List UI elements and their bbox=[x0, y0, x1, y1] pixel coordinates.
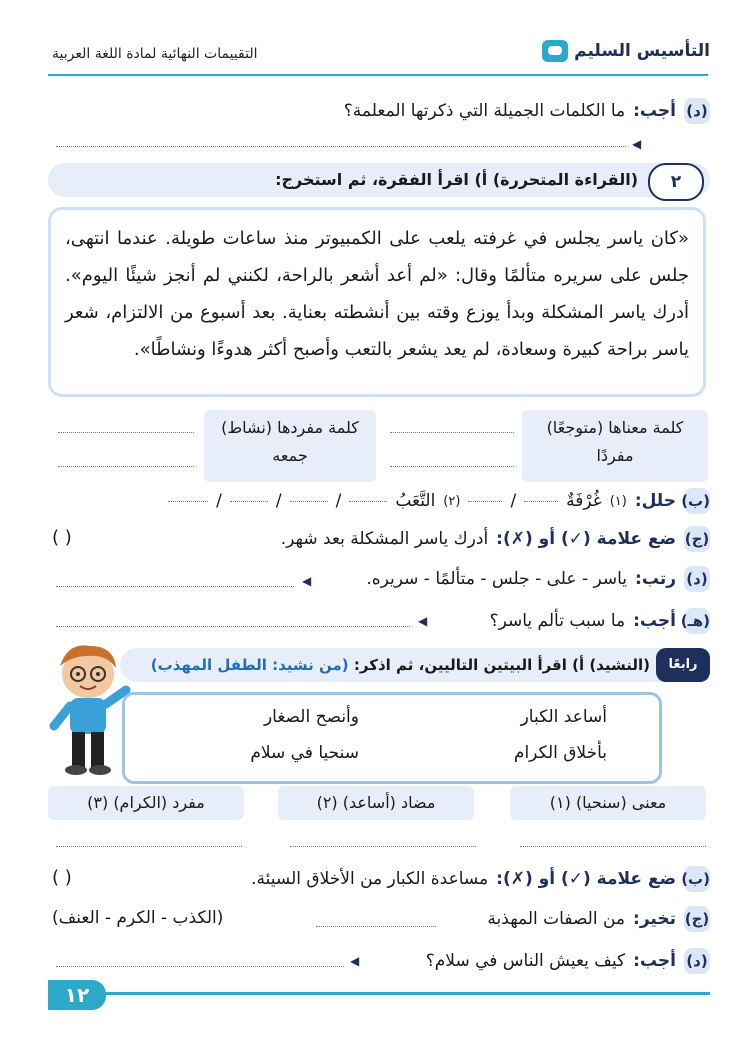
answer-paren[interactable]: ( ) bbox=[52, 867, 72, 888]
reading-passage: «كان ياسر يجلس في غرفته يلعب على الكمبيوتر منذ ساعات طويلة. عندما انتهى، جلس على سريره متألمًا وقال: «لم أعد أشعر بالراحة، لكنني لم أنجز شيئًا اليوم». أدرك ياسر المشكلة وبدأ يوزع وقته بين أنشطته بعناية. بعد أسبوع من الالتزام، شعر ياسر براحة كبيرة وسعادة، لم يعد يشعر بالتعب وأصبح أكثر هدوءًا ونشاطًا». bbox=[48, 207, 706, 397]
brand-name: التأسيس السليم bbox=[574, 41, 710, 61]
poem-box bbox=[122, 692, 662, 784]
question-4d-answer bbox=[426, 946, 710, 976]
question-text: ما الكلمات الجميلة التي ذكرتها المعلمة؟ bbox=[343, 101, 626, 121]
question-text: من الصفات المهذبة bbox=[487, 909, 626, 929]
arrow-left-icon: ◀ bbox=[632, 137, 642, 151]
question-label: أجب: bbox=[633, 951, 676, 971]
footer-divider bbox=[48, 992, 710, 995]
question-letter: (ب) bbox=[684, 866, 710, 892]
answer-line[interactable] bbox=[56, 846, 242, 847]
answer-paren[interactable]: ( ) bbox=[52, 527, 72, 548]
question-letter: (ج) bbox=[684, 526, 710, 552]
vocab-box-label: كلمة معناها (متوجعًا) bbox=[546, 418, 684, 437]
question-c-truefalse bbox=[281, 524, 710, 554]
section-title bbox=[151, 656, 650, 674]
boy-character-illustration bbox=[42, 640, 134, 780]
question-label: رتب: bbox=[635, 569, 676, 589]
item-word: التَّعَبُ bbox=[395, 491, 436, 511]
header-subtitle: التقييمات النهائية لمادة اللغة العربية bbox=[52, 46, 258, 62]
poem-line-2a: بأخلاق الكرام bbox=[513, 743, 607, 763]
vocab-box-singular bbox=[204, 410, 376, 482]
question-letter: (د) bbox=[684, 948, 710, 974]
question-text: مساعدة الكبار من الأخلاق السيئة. bbox=[251, 869, 489, 889]
arrow-left-icon: ◀ bbox=[350, 954, 360, 968]
item-word: غُرْفَةٌ bbox=[566, 491, 602, 511]
slash: / bbox=[275, 491, 282, 511]
answer-line[interactable] bbox=[524, 501, 558, 502]
answer-line[interactable] bbox=[58, 432, 194, 433]
subquestion-meaning: (١) معنى (سنحيا) bbox=[510, 786, 706, 820]
subquestion-singular: (٣) مفرد (الكرام) bbox=[48, 786, 244, 820]
answer-line[interactable] bbox=[168, 501, 208, 502]
poem-line-1b: وأنصح الصغار bbox=[263, 707, 359, 727]
question-label: أجب: bbox=[633, 101, 676, 121]
header-divider bbox=[48, 74, 708, 76]
answer-line[interactable] bbox=[316, 926, 436, 927]
slash: / bbox=[510, 491, 517, 511]
answer-line[interactable] bbox=[56, 586, 294, 587]
answer-line[interactable] bbox=[56, 146, 626, 147]
page-number: ١٢ bbox=[48, 980, 106, 1010]
question-label: حلل: bbox=[634, 491, 676, 511]
question-letter: (هـ) bbox=[684, 608, 710, 634]
answer-line[interactable] bbox=[56, 966, 344, 967]
question-text: أدرك ياسر المشكلة بعد شهر. bbox=[280, 529, 489, 549]
vocab-box-meaning bbox=[522, 410, 708, 482]
question-label: ضع علامة (✓) أو (✗): bbox=[496, 529, 676, 549]
subquestion-antonym: (٢) مضاد (أساعد) bbox=[278, 786, 474, 820]
question-text: ياسر - على - جلس - متألمًا - سريره. bbox=[366, 569, 628, 589]
section-badge: رابعًا bbox=[656, 648, 710, 682]
section-title: (القراءة المتحررة) أ) اقرأ الفقرة، ثم استخرج: bbox=[275, 170, 638, 189]
answer-line[interactable] bbox=[390, 466, 514, 467]
question-letter: (د) bbox=[684, 98, 710, 124]
question-label: تخير: bbox=[633, 909, 676, 929]
brand-logo bbox=[542, 40, 710, 62]
arrow-left-icon: ◀ bbox=[302, 574, 312, 588]
question-b-analyze bbox=[168, 486, 710, 516]
choices: (الكذب - الكرم - العنف) bbox=[52, 908, 224, 928]
item-number: (٢) bbox=[443, 493, 461, 509]
question-d-order bbox=[366, 564, 710, 594]
section-number: ٢ bbox=[648, 163, 704, 201]
question-4c-choose bbox=[487, 904, 710, 934]
section-title-text: (النشيد) أ) اقرأ البيتين التاليين، ثم اذكر: bbox=[353, 656, 650, 674]
question-label: أجب: bbox=[633, 611, 676, 631]
question-label: ضع علامة (✓) أو (✗): bbox=[496, 869, 676, 889]
item-number: (١) bbox=[609, 493, 627, 509]
answer-line[interactable] bbox=[520, 846, 706, 847]
answer-line[interactable] bbox=[390, 432, 514, 433]
slash: / bbox=[335, 491, 342, 511]
section-title-source: (من نشيد: الطفل المهذب) bbox=[150, 656, 349, 674]
answer-line[interactable] bbox=[290, 846, 476, 847]
answer-line[interactable] bbox=[230, 501, 268, 502]
question-d-top bbox=[344, 96, 710, 126]
question-4b-truefalse bbox=[251, 864, 710, 894]
answer-line[interactable] bbox=[468, 501, 502, 502]
answer-line[interactable] bbox=[290, 501, 328, 502]
brand-icon bbox=[542, 40, 568, 62]
question-text: ما سبب تألم ياسر؟ bbox=[489, 611, 626, 631]
question-text: كيف يعيش الناس في سلام؟ bbox=[425, 951, 626, 971]
answer-line[interactable] bbox=[58, 466, 194, 467]
question-letter: (د) bbox=[684, 566, 710, 592]
question-letter: (ج) bbox=[684, 906, 710, 932]
poem-line-2b: سنحيا في سلام bbox=[250, 743, 359, 763]
question-letter: (ب) bbox=[684, 488, 710, 514]
question-e-answer bbox=[490, 606, 710, 636]
slash: / bbox=[216, 491, 222, 511]
answer-line[interactable] bbox=[349, 501, 387, 502]
answer-line[interactable] bbox=[56, 626, 410, 627]
vocab-box-sub: مفردًا bbox=[596, 446, 634, 465]
poem-line-1a: أساعد الكبار bbox=[520, 707, 607, 727]
vocab-box-label: كلمة مفردها (نشاط) bbox=[221, 418, 359, 437]
arrow-left-icon: ◀ bbox=[418, 614, 428, 628]
vocab-box-sub: جمعه bbox=[272, 446, 308, 465]
